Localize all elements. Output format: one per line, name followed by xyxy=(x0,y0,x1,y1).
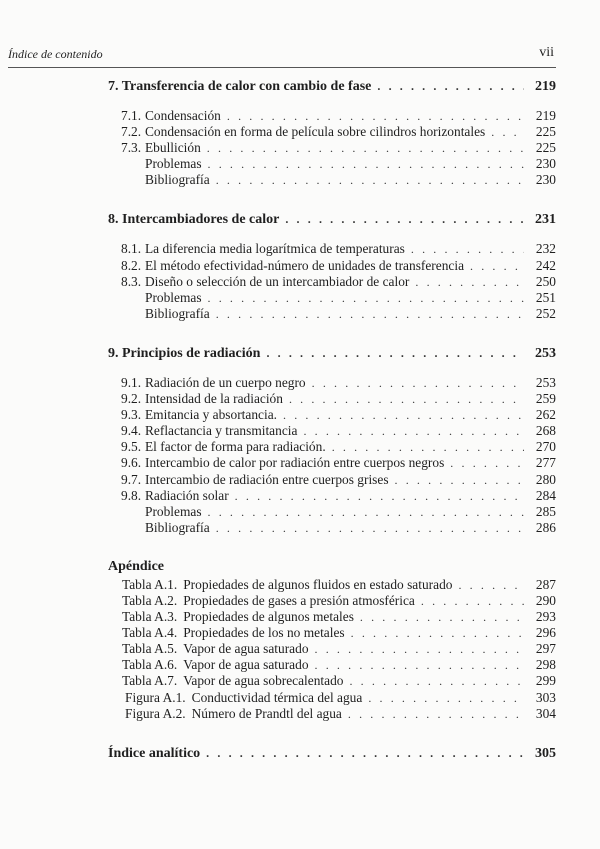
section-number: 9.8. xyxy=(121,487,142,503)
appendix-item-page: 297 xyxy=(535,641,556,657)
toc-entry[interactable] xyxy=(108,290,556,306)
leader-dots xyxy=(303,423,524,439)
toc-entry[interactable] xyxy=(108,407,556,423)
appendix-item-number: Tabla A.7. xyxy=(122,673,178,689)
leader-dots xyxy=(415,274,524,290)
section-page: 259 xyxy=(535,391,556,407)
appendix-item-page: 293 xyxy=(535,609,556,625)
section-title: Bibliografía xyxy=(145,172,210,188)
toc-entry[interactable] xyxy=(108,577,556,593)
toc-entry[interactable] xyxy=(108,423,556,439)
leader-dots xyxy=(207,140,524,156)
appendix-item-number: Tabla A.5. xyxy=(122,641,178,657)
toc-entry[interactable] xyxy=(108,391,556,407)
chapter-heading[interactable] xyxy=(108,77,556,96)
appendix-item-page: 296 xyxy=(535,625,556,641)
leader-dots xyxy=(285,210,524,228)
chapter-heading[interactable] xyxy=(108,210,556,229)
section-title: Condensación xyxy=(145,108,221,123)
section-number: 9.3. xyxy=(121,407,142,423)
toc-entry[interactable] xyxy=(108,609,556,625)
section-number: 9.5. xyxy=(121,439,142,455)
toc-entry[interactable] xyxy=(108,673,556,689)
leader-dots xyxy=(208,504,524,520)
table-of-contents xyxy=(108,77,556,775)
appendix-item-page: 304 xyxy=(535,705,556,721)
section-title: La diferencia media logarítmica de temperaturas xyxy=(145,241,405,257)
section-page: 280 xyxy=(535,471,556,487)
toc-entry[interactable] xyxy=(108,124,556,140)
section-number: 9.2. xyxy=(121,391,142,407)
leader-dots xyxy=(312,375,524,391)
appendix-title[interactable]: Apéndice xyxy=(108,558,164,574)
appendix-item-number: Tabla A.1. xyxy=(122,576,178,592)
section-page: 230 xyxy=(535,156,556,172)
section-page: 225 xyxy=(535,140,556,156)
section-title: Radiación solar xyxy=(145,487,229,503)
appendix-item-title: Propiedades de algunos fluidos en estado saturado xyxy=(183,576,453,592)
appendix-item-title: Vapor de agua sobrecalentado xyxy=(183,673,344,689)
toc-entry[interactable] xyxy=(108,439,556,455)
toc-entry[interactable] xyxy=(108,706,556,722)
section-number: 7.3. xyxy=(121,140,142,156)
chapter-title: 9. Principios de radiación xyxy=(108,345,261,361)
toc-entry[interactable] xyxy=(108,108,556,124)
toc-entry[interactable] xyxy=(108,156,556,172)
section-page: 251 xyxy=(535,289,556,305)
appendix-item-page: 298 xyxy=(535,657,556,673)
appendix-item-number: Tabla A.4. xyxy=(122,625,178,641)
section-title: Intercambio de calor por radiación entre cuerpos negros xyxy=(145,455,445,471)
index-page: 305 xyxy=(535,745,556,761)
section-title: Problemas xyxy=(145,503,202,519)
index-title: Índice analítico xyxy=(108,745,201,761)
section-page: 262 xyxy=(535,407,556,423)
appendix-item-number: Tabla A.2. xyxy=(122,592,178,608)
leader-dots xyxy=(216,520,524,536)
section-title: Diseño o selección de un intercambiador de calor xyxy=(145,273,410,289)
section-title: Emitancia y absortancia. xyxy=(145,407,277,423)
leader-dots xyxy=(491,124,524,140)
section-number: 7.2. xyxy=(121,124,142,140)
appendix-item-number: Figura A.1. xyxy=(125,689,186,705)
chapter-title: 8. Intercambiadores de calor xyxy=(108,212,280,228)
chapter-title: 7. Transferencia de calor con cambio de fase xyxy=(108,79,372,94)
leader-dots xyxy=(351,625,524,641)
leader-dots xyxy=(411,241,524,257)
index-entry[interactable] xyxy=(108,744,556,763)
section-title: El factor de forma para radiación. xyxy=(145,439,326,455)
leader-dots xyxy=(208,290,524,306)
leader-dots xyxy=(360,609,524,625)
toc-entry[interactable] xyxy=(108,625,556,641)
leader-dots xyxy=(283,407,524,423)
toc-entry[interactable] xyxy=(108,488,556,504)
chapter-page: 231 xyxy=(535,212,556,228)
section-title: Bibliografía xyxy=(145,519,210,535)
section-page: 268 xyxy=(535,423,556,439)
section-title: Bibliografía xyxy=(145,305,210,321)
section-page: 219 xyxy=(535,108,556,123)
section-page: 242 xyxy=(535,257,556,273)
appendix-item-number: Figura A.2. xyxy=(125,705,186,721)
section-number: 9.1. xyxy=(121,374,142,390)
toc-entry[interactable] xyxy=(108,172,556,188)
chapter-page: 253 xyxy=(535,345,556,361)
section-title: Radiación de un cuerpo negro xyxy=(145,374,306,390)
section-title: Reflactancia y transmitancia xyxy=(145,423,298,439)
leader-dots xyxy=(266,344,524,362)
chapter-9 xyxy=(108,344,556,536)
section-title: Problemas xyxy=(145,156,202,172)
section-number: 8.1. xyxy=(121,241,142,257)
section-number: 8.3. xyxy=(121,273,142,289)
section-page: 284 xyxy=(535,487,556,503)
appendix-item-title: Propiedades de los no metales xyxy=(183,625,345,641)
toc-entry[interactable] xyxy=(108,641,556,657)
running-header-title: Índice de contenido xyxy=(8,47,103,61)
section-page: 277 xyxy=(535,455,556,471)
toc-entry[interactable] xyxy=(108,274,556,290)
section-page: 270 xyxy=(535,439,556,455)
section-title: Intensidad de la radiación xyxy=(145,391,283,407)
leader-dots xyxy=(470,258,524,274)
section-page: 252 xyxy=(535,305,556,321)
section-page: 285 xyxy=(535,503,556,519)
section-page: 225 xyxy=(535,124,556,140)
section-number: 9.7. xyxy=(121,471,142,487)
section-page: 232 xyxy=(535,241,556,257)
leader-dots xyxy=(206,744,524,762)
toc-entry[interactable] xyxy=(108,241,556,257)
appendix xyxy=(108,558,556,722)
appendix-item-number: Tabla A.6. xyxy=(122,657,178,673)
leader-dots xyxy=(348,706,524,722)
appendix-item-number: Tabla A.3. xyxy=(122,609,178,625)
section-title: Problemas xyxy=(145,289,202,305)
appendix-item-title: Conductividad térmica del agua xyxy=(191,689,363,705)
section-title: Condensación en forma de película sobre cilindros horizontales xyxy=(145,124,486,140)
toc-entry[interactable] xyxy=(108,455,556,471)
toc-entry[interactable] xyxy=(108,306,556,322)
toc-entry[interactable] xyxy=(108,690,556,706)
leader-dots xyxy=(216,172,524,188)
appendix-item-page: 287 xyxy=(535,576,556,592)
toc-entry[interactable] xyxy=(108,140,556,156)
leader-dots xyxy=(289,391,524,407)
section-number: 9.6. xyxy=(121,455,142,471)
leader-dots xyxy=(315,657,524,673)
appendix-item-title: Propiedades de gases a presión atmosférica xyxy=(183,592,415,608)
section-title: Intercambio de radiación entre cuerpos grises xyxy=(145,471,389,487)
leader-dots xyxy=(227,108,524,124)
running-header xyxy=(8,47,556,68)
chapter-page: 219 xyxy=(535,79,556,94)
section-title: Ebullición xyxy=(145,140,201,156)
appendix-item-title: Propiedades de algunos metales xyxy=(183,609,354,625)
toc-entry[interactable] xyxy=(108,472,556,488)
section-number: 7.1. xyxy=(121,108,142,123)
section-page: 250 xyxy=(535,273,556,289)
toc-entry[interactable] xyxy=(108,593,556,609)
appendix-item-page: 303 xyxy=(535,689,556,705)
section-number: 9.4. xyxy=(121,423,142,439)
page-number: vii xyxy=(539,45,554,60)
section-title: El método efectividad-número de unidades de transferencia xyxy=(145,257,465,273)
leader-dots xyxy=(315,641,524,657)
appendix-item-title: Vapor de agua saturado xyxy=(183,641,309,657)
toc-entry[interactable] xyxy=(108,258,556,274)
leader-dots xyxy=(458,577,524,593)
section-page: 230 xyxy=(535,172,556,188)
leader-dots xyxy=(216,306,524,322)
chapter-8 xyxy=(108,210,556,321)
section-number: 8.2. xyxy=(121,257,142,273)
leader-dots xyxy=(395,472,524,488)
toc-entry[interactable] xyxy=(108,657,556,673)
appendix-item-title: Vapor de agua saturado xyxy=(183,657,309,673)
section-page: 253 xyxy=(535,374,556,390)
section-page: 286 xyxy=(535,519,556,535)
chapter-heading[interactable] xyxy=(108,344,556,363)
appendix-item-page: 299 xyxy=(535,673,556,689)
toc-entry[interactable] xyxy=(108,504,556,520)
appendix-item-page: 290 xyxy=(535,592,556,608)
leader-dots xyxy=(332,439,524,455)
leader-dots xyxy=(377,77,524,95)
toc-entry[interactable] xyxy=(108,375,556,391)
leader-dots xyxy=(368,690,524,706)
chapter-7 xyxy=(108,77,556,188)
leader-dots xyxy=(235,488,524,504)
toc-entry[interactable] xyxy=(108,520,556,536)
leader-dots xyxy=(421,593,524,609)
leader-dots xyxy=(450,455,524,471)
leader-dots xyxy=(349,673,524,689)
leader-dots xyxy=(208,156,524,172)
appendix-item-title: Número de Prandtl del agua xyxy=(191,705,342,721)
